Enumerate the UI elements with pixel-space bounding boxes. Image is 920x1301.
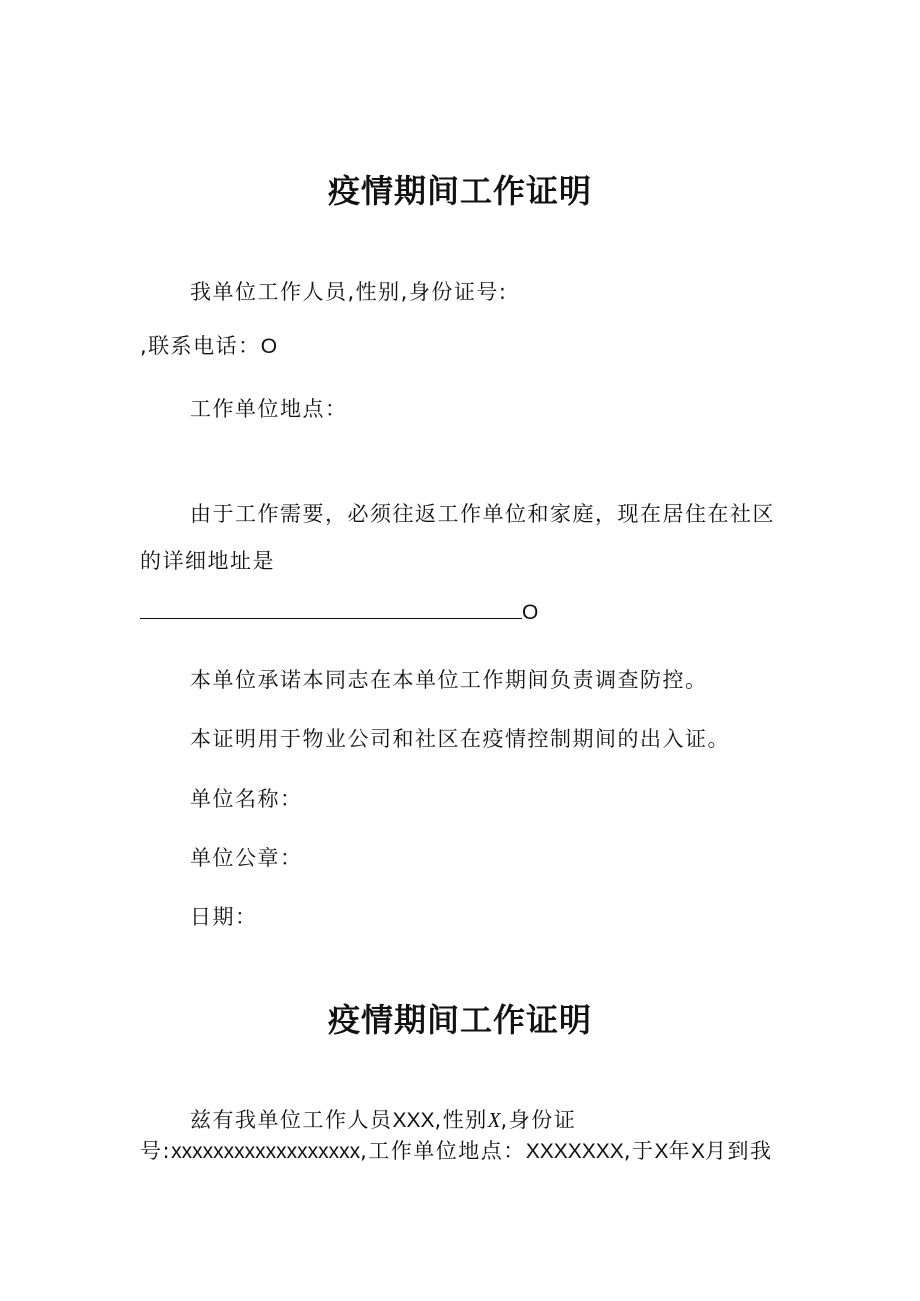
unit-name-line: 单位名称： [190,787,303,811]
certificate-title-2: 疫情期间工作证明 [327,1001,592,1039]
phone-label: ,联系电话： [140,334,261,358]
employee-gender: X [487,1108,501,1132]
purpose-line: 本证明用于物业公司和社区在疫情控制期间的出入证。 [190,727,730,751]
id-number-label: 号: [140,1139,172,1163]
second-employee-line [190,1104,576,1134]
certificate-title-1: 疫情期间工作证明 [327,172,592,210]
work-address-label: ,工作单位地点： [360,1139,526,1163]
date-line: 日期： [190,905,258,929]
gender-label: ,性别 [434,1108,488,1132]
unit-seal-line: 单位公章： [190,846,303,870]
id-label: ,身份证 [500,1108,577,1132]
phone-line [140,330,277,360]
residence-address-label: 的详细地址是 [140,549,275,573]
commitment-line: 本单位承诺本同志在本单位工作期间负责调查防控。 [190,668,708,692]
work-address-line: 工作单位地点： [190,397,348,421]
address-underline [140,598,522,619]
year-value: X [654,1140,669,1163]
phone-end-mark: O [260,335,278,358]
employee-info-line: 我单位工作人员,性别,身份证号: [190,280,508,304]
work-address-value: XXXXXXX [525,1140,624,1163]
second-id-address-line [140,1135,773,1165]
intro-text: 兹有我单位工作人员 [190,1108,393,1132]
address-end-mark: O [522,601,539,624]
id-number: xxxxxxxxxxxxxxxxxx [171,1140,361,1163]
date-prefix: ,于 [623,1139,655,1163]
residence-address-blank [140,598,538,625]
employee-name: XXX [392,1109,435,1132]
month-label: 月到我 [705,1139,773,1163]
year-label: 年 [668,1139,692,1163]
reason-line: 由于工作需要，必须往返工作单位和家庭，现在居住在社区 [190,502,775,526]
month-value: X [691,1140,706,1163]
